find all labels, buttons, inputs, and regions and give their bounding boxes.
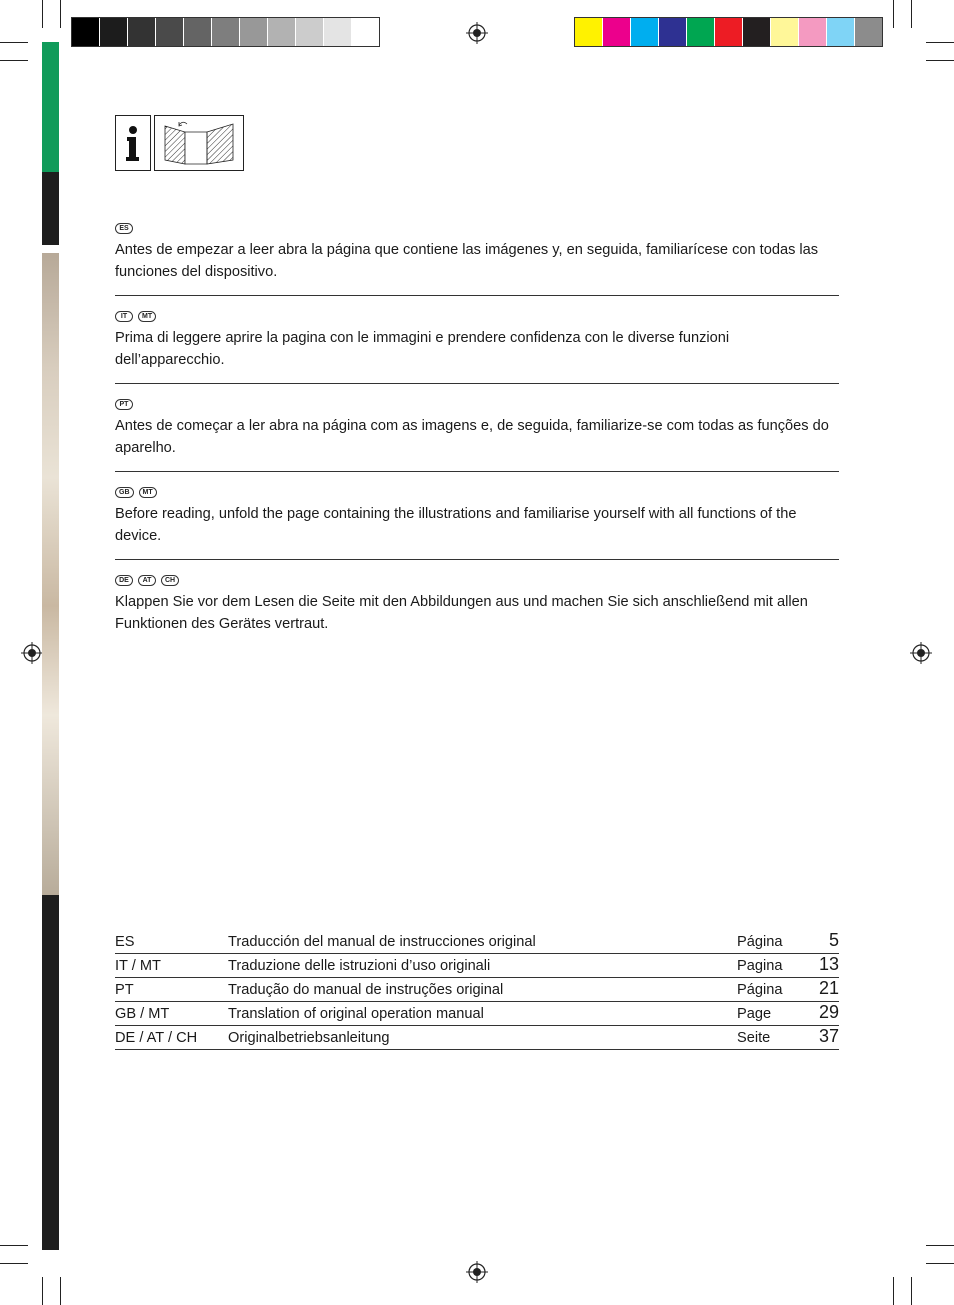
color-swatch xyxy=(631,18,659,46)
color-swatch xyxy=(827,18,855,46)
language-badge: CH xyxy=(161,575,179,586)
language-badge: DE xyxy=(115,575,133,586)
divider xyxy=(115,559,839,560)
process-color-bar xyxy=(574,17,883,47)
toc-page-word: Pagina xyxy=(737,958,783,974)
color-swatch xyxy=(100,18,128,46)
toc-page-number: 5 xyxy=(828,930,839,950)
language-badge: GB xyxy=(115,487,134,498)
color-swatch xyxy=(743,18,771,46)
language-badge: ES xyxy=(115,223,133,234)
instruction-section-it-mt xyxy=(115,309,839,371)
toc-row[interactable] xyxy=(115,978,839,1002)
color-swatch xyxy=(715,18,743,46)
language-badges xyxy=(115,485,839,499)
instruction-section-de-at-ch xyxy=(115,573,839,635)
toc-page-number: 29 xyxy=(818,1002,839,1022)
language-badges xyxy=(115,397,839,411)
registration-mark-icon xyxy=(910,642,932,664)
toc-row[interactable] xyxy=(115,1002,839,1026)
toc-page-word: Page xyxy=(737,1006,772,1022)
color-swatch xyxy=(240,18,268,46)
toc-language-code: PT xyxy=(115,982,134,998)
color-swatch xyxy=(855,18,883,46)
grayscale-bar xyxy=(71,17,380,47)
toc-row[interactable] xyxy=(115,930,839,954)
divider xyxy=(115,471,839,472)
toc-title: Traducción del manual de instrucciones original xyxy=(228,934,536,950)
table-of-contents xyxy=(115,930,839,1050)
color-swatch xyxy=(687,18,715,46)
instruction-section-es xyxy=(115,221,839,283)
color-swatch xyxy=(184,18,212,46)
language-badges xyxy=(115,309,839,323)
registration-mark-icon xyxy=(21,642,43,664)
language-badge: AT xyxy=(138,575,156,586)
toc-title: Tradução do manual de instruções original xyxy=(228,982,504,998)
toc-page-number: 21 xyxy=(818,978,839,998)
language-badge: MT xyxy=(138,311,156,322)
toc-row[interactable] xyxy=(115,954,839,978)
instruction-text: Antes de empezar a leer abra la página que contiene las imágenes y, en seguida, familiarícese con todas las funciones del dispositivo. xyxy=(115,242,819,280)
color-swatch xyxy=(771,18,799,46)
toc-title: Translation of original operation manual xyxy=(228,1006,484,1022)
toc-title: Traduzione delle istruzioni d’uso originali xyxy=(228,958,491,974)
color-swatch xyxy=(659,18,687,46)
fold-out-page-icon xyxy=(154,115,244,171)
toc-page-word: Página xyxy=(737,934,783,950)
edge-strip-black xyxy=(42,895,59,1250)
registration-mark-icon xyxy=(466,1261,488,1283)
color-swatch xyxy=(212,18,240,46)
color-swatch xyxy=(268,18,296,46)
edge-strip-black xyxy=(42,172,59,245)
toc-page-number: 13 xyxy=(818,954,839,974)
divider xyxy=(115,295,839,296)
info-icon xyxy=(115,115,151,171)
color-swatch xyxy=(296,18,324,46)
registration-mark-icon xyxy=(466,22,488,44)
color-swatch xyxy=(799,18,827,46)
color-swatch xyxy=(128,18,156,46)
toc-title: Originalbetriebsanleitung xyxy=(228,1030,390,1046)
color-swatch xyxy=(324,18,352,46)
toc-page-word: Seite xyxy=(737,1030,771,1046)
color-swatch xyxy=(156,18,184,46)
language-badge: PT xyxy=(115,399,133,410)
color-swatch xyxy=(575,18,603,46)
language-badges xyxy=(115,573,839,587)
language-badge: MT xyxy=(139,487,157,498)
color-swatch xyxy=(352,18,380,46)
color-swatch xyxy=(72,18,100,46)
language-badges xyxy=(115,221,839,235)
edge-strip-green xyxy=(42,42,59,172)
toc-row[interactable] xyxy=(115,1026,839,1050)
toc-language-code: DE / AT / CH xyxy=(115,1030,198,1046)
instruction-text: Klappen Sie vor dem Lesen die Seite mit den Abbildungen aus und machen Sie sich anschließend mit allen Funktionen des Gerätes vertraut. xyxy=(115,594,808,632)
toc-language-code: GB / MT xyxy=(115,1006,170,1022)
color-swatch xyxy=(603,18,631,46)
toc-page-word: Página xyxy=(737,982,783,998)
toc-page-number: 37 xyxy=(818,1026,839,1046)
instruction-section-gb-mt xyxy=(115,485,839,547)
language-badge: IT xyxy=(115,311,133,322)
instruction-text: Prima di leggere aprire la pagina con le immagini e prendere confidenza con le diverse funzioni dell’apparecchio. xyxy=(115,330,730,368)
instruction-text: Antes de começar a ler abra na página com as imagens e, de seguida, familiarize-se com todas as funções do aparelho. xyxy=(115,418,829,456)
toc-language-code: IT / MT xyxy=(115,958,161,974)
divider xyxy=(115,383,839,384)
toc-language-code: ES xyxy=(115,934,135,950)
instruction-text: Before reading, unfold the page containing the illustrations and familiarise yourself with all functions of the device. xyxy=(115,506,797,544)
instruction-section-pt xyxy=(115,397,839,459)
edge-strip-photo xyxy=(42,253,59,895)
